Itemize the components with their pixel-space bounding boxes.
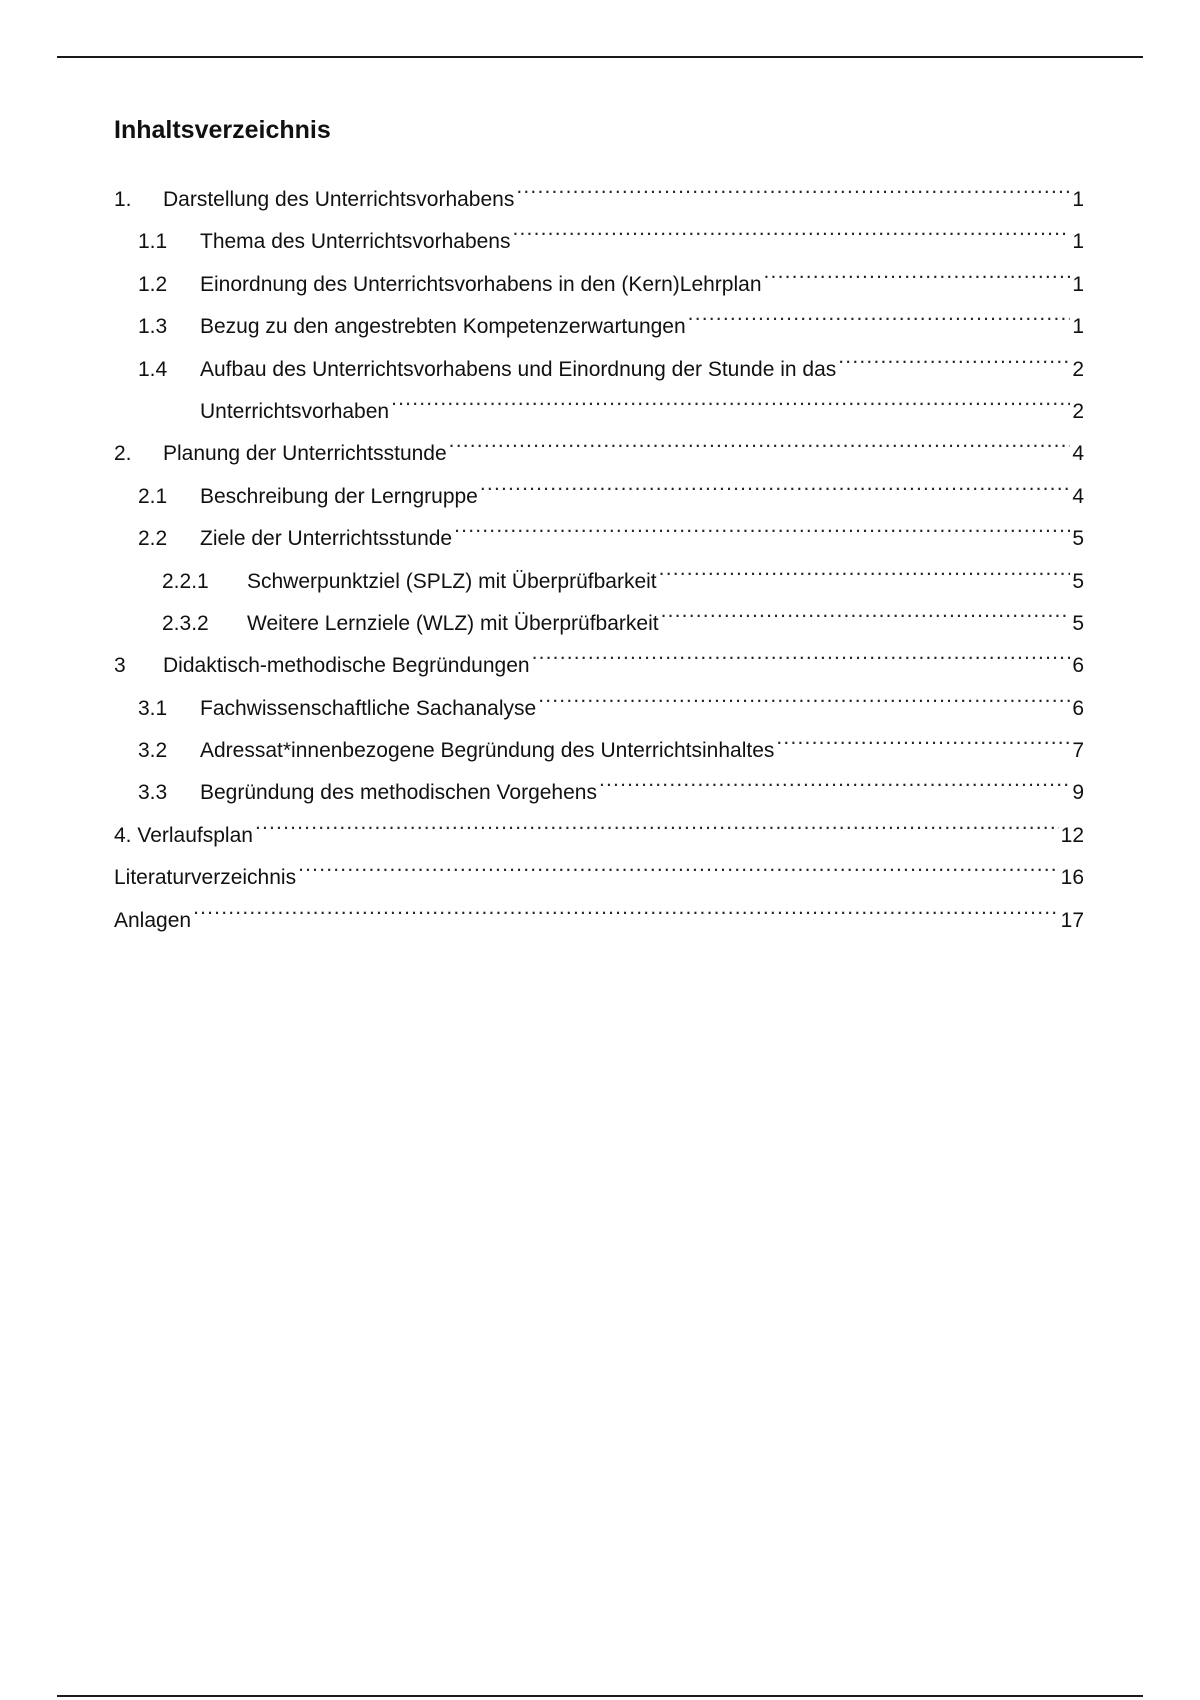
toc-entry[interactable]	[114, 885, 1084, 932]
toc-entry-page-number: 1	[1072, 315, 1084, 339]
table-of-contents	[114, 115, 1084, 932]
toc-entry-number: 1.2	[138, 272, 168, 296]
toc-list	[114, 164, 1084, 932]
dot-leader	[661, 588, 1071, 630]
toc-entry-title: Fachwissenschaftliche Sachanalyse	[200, 696, 537, 720]
toc-entry[interactable]	[114, 800, 1084, 847]
dot-leader	[516, 164, 1070, 206]
dot-leader	[659, 546, 1071, 588]
toc-entry-number: 2.2.1	[162, 569, 209, 593]
toc-entry-page-number: 6	[1072, 696, 1084, 720]
dot-leader	[512, 206, 1070, 248]
toc-entry-title: Schwerpunktziel (SPLZ) mit Überprüfbarkeit	[247, 569, 657, 593]
toc-entry-title: Einordnung des Unterrichtsvorhabens in den (Kern)Lehrplan	[200, 272, 762, 296]
dot-leader	[599, 757, 1070, 799]
toc-entry-page-number: 16	[1060, 866, 1084, 890]
dot-leader	[688, 291, 1071, 333]
toc-entry-page-number: 9	[1072, 781, 1084, 805]
toc-entry-number: 1.4	[138, 357, 168, 381]
header-rule	[57, 56, 1143, 58]
toc-entry-title: Aufbau des Unterrichtsvorhabens und Einordnung der Stunde in das	[200, 357, 837, 381]
toc-entry-page-number: 12	[1060, 823, 1084, 847]
toc-entry-title: Thema des Unterrichtsvorhabens	[200, 230, 511, 254]
dot-leader	[538, 673, 1070, 715]
dot-leader	[255, 800, 1059, 842]
dot-leader	[838, 334, 1070, 376]
toc-entry-page-number: 6	[1072, 654, 1084, 678]
toc-entry-number: 2.3.2	[162, 611, 209, 635]
toc-entry-page-number: 1	[1072, 188, 1084, 211]
toc-entry-title: Beschreibung der Lerngruppe	[200, 484, 478, 508]
toc-entry-page-number: 5	[1072, 527, 1084, 551]
toc-entry-page-number: 2	[1072, 399, 1084, 423]
toc-heading: Inhaltsverzeichnis	[114, 116, 331, 144]
toc-entry-title: Ziele der Unterrichtsstunde	[200, 527, 453, 551]
toc-entry-title: Planung der Unterrichtsstunde	[163, 442, 447, 466]
toc-entry-title: Literaturverzeichnis	[114, 866, 297, 890]
dot-leader	[764, 249, 1071, 291]
dot-leader	[298, 842, 1059, 884]
toc-entry-page-number: 2	[1072, 357, 1084, 381]
dot-leader	[532, 630, 1071, 672]
toc-entry-page-number: 7	[1072, 739, 1084, 763]
toc-entry-number: 2.	[114, 442, 132, 466]
toc-entry-title: Bezug zu den angestrebten Kompetenzerwartungen	[200, 315, 686, 339]
toc-entry[interactable]	[114, 164, 1084, 211]
dot-leader	[391, 376, 1070, 418]
toc-entry-page-number: 17	[1060, 908, 1084, 932]
dot-leader	[454, 503, 1070, 545]
toc-entry-title: Adressat*innenbezogene Begründung des Unterrichtsinhaltes	[200, 739, 775, 763]
toc-entry-number: 3.2	[138, 739, 168, 763]
toc-entry-title: Begründung des methodischen Vorgehens	[200, 781, 597, 805]
toc-entry-page-number: 4	[1072, 442, 1084, 466]
toc-entry-number: 3.1	[138, 696, 168, 720]
toc-entry-page-number: 1	[1072, 272, 1084, 296]
toc-entry-page-number: 1	[1072, 230, 1084, 254]
toc-entry-number: 1.	[114, 188, 132, 211]
toc-entry-title: Unterrichtsvorhaben	[200, 399, 390, 423]
toc-entry-page-number: 5	[1072, 611, 1084, 635]
dot-leader	[776, 715, 1070, 757]
toc-entry-number: 1.3	[138, 315, 168, 339]
dot-leader	[480, 461, 1070, 503]
toc-entry-page-number: 5	[1072, 569, 1084, 593]
toc-entry-number: 1.1	[138, 230, 168, 254]
dot-leader	[449, 418, 1071, 460]
toc-entry-title: Didaktisch-methodische Begründungen	[163, 654, 530, 678]
toc-entry-number: 2.1	[138, 484, 168, 508]
toc-entry-page-number: 4	[1072, 484, 1084, 508]
toc-entry-title: Weitere Lernziele (WLZ) mit Überprüfbarkeit	[247, 611, 659, 635]
toc-entry[interactable]	[114, 842, 1084, 890]
toc-entry-number: 2.2	[138, 527, 168, 551]
toc-entry-title: 4. Verlaufsplan	[114, 823, 253, 847]
toc-entry-title: Darstellung des Unterrichtsvorhabens	[163, 188, 515, 211]
footer-rule	[57, 1695, 1143, 1697]
dot-leader	[193, 885, 1059, 927]
toc-entry-number: 3	[114, 654, 126, 678]
toc-entry-number: 3.3	[138, 781, 168, 805]
toc-entry-title: Anlagen	[114, 908, 192, 932]
